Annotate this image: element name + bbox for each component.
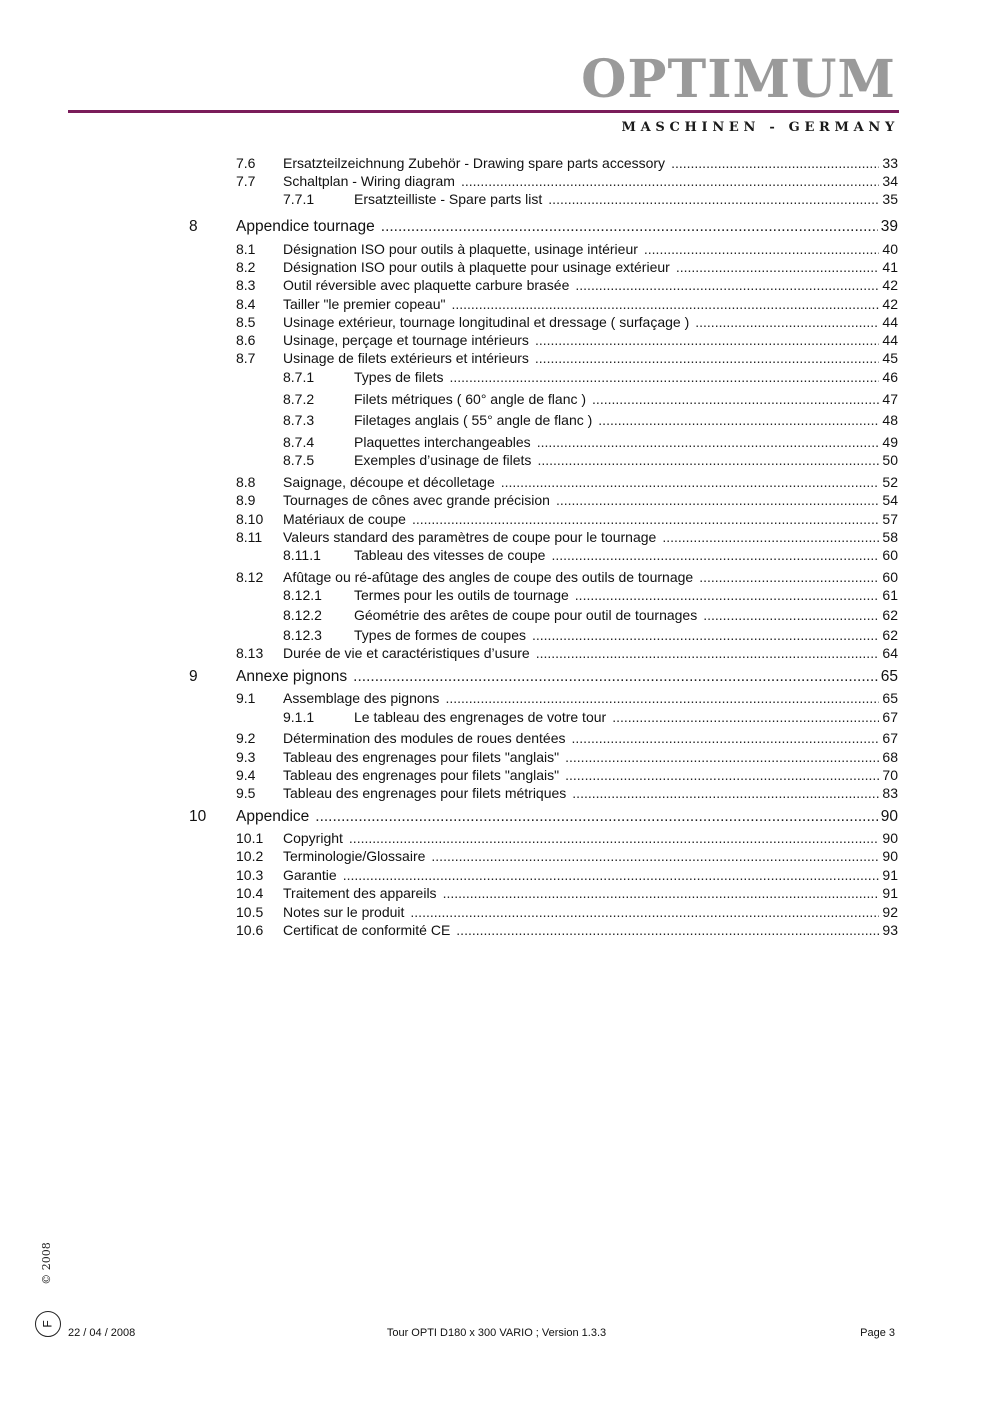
toc-entry[interactable] xyxy=(0,766,993,784)
toc-entry-number: 9.4 xyxy=(236,767,256,783)
header-rule xyxy=(68,110,899,113)
toc-entry[interactable] xyxy=(0,411,993,429)
toc-entry-page: 42 xyxy=(882,277,898,293)
toc-entry[interactable] xyxy=(0,606,993,624)
toc-entry-title: Plaquettes interchangeables xyxy=(354,434,531,450)
footer-document-title: Tour OPTI D180 x 300 VARIO ; Version 1.3.3 xyxy=(386,1327,607,1339)
toc-entry-page: 40 xyxy=(882,241,898,257)
toc-dot-leader xyxy=(676,258,880,276)
toc-entry-body xyxy=(283,349,898,367)
toc-entry-number: 9.3 xyxy=(236,749,256,765)
toc-entry-number: 8.9 xyxy=(236,492,256,508)
toc-dot-leader xyxy=(535,331,879,349)
toc-entry[interactable] xyxy=(0,626,993,644)
toc-entry-title: Certificat de conformité CE xyxy=(283,922,451,938)
toc-entry[interactable] xyxy=(0,473,993,491)
toc-entry-body xyxy=(354,390,898,408)
toc-entry-number: 8.2 xyxy=(236,259,256,275)
toc-entry-body xyxy=(283,766,898,784)
toc-dot-leader xyxy=(501,473,880,491)
toc-entry-page: 45 xyxy=(882,350,898,366)
toc-entry-body xyxy=(354,368,898,386)
toc-entry-body xyxy=(283,644,898,662)
toc-entry-body xyxy=(354,708,898,726)
toc-dot-leader xyxy=(671,154,879,172)
toc-entry-number: 8.4 xyxy=(236,296,256,312)
toc-dot-leader xyxy=(461,172,879,190)
toc-dot-leader xyxy=(315,808,877,826)
toc-entry-body xyxy=(283,847,898,865)
toc-entry-number: 8.12.1 xyxy=(283,587,322,603)
toc-entry-body xyxy=(283,154,898,172)
toc-entry-page: 35 xyxy=(882,191,898,207)
toc-entry-title: Usinage extérieur, tournage longitudinal et dressage ( surfaçage ) xyxy=(283,314,690,330)
toc-entry-number: 7.7 xyxy=(236,173,256,189)
toc-entry-number: 9.1.1 xyxy=(283,709,315,725)
toc-entry-number: 8.11 xyxy=(236,529,263,545)
toc-entry-title: Appendice tournage xyxy=(236,218,375,235)
toc-dot-leader xyxy=(536,644,880,662)
toc-entry-title: Géométrie des arêtes de coupe pour outil de tournages xyxy=(354,607,698,623)
toc-entry-page: 42 xyxy=(882,296,898,312)
toc-entry-title: Durée de vie et caractéristiques d’usure xyxy=(283,645,530,661)
toc-entry-page: 61 xyxy=(882,587,898,603)
toc-dot-leader xyxy=(662,528,879,546)
toc-dot-leader xyxy=(443,884,880,902)
toc-dot-leader xyxy=(537,451,879,469)
toc-dot-leader xyxy=(451,295,879,313)
toc-entry-number: 10 xyxy=(189,808,207,825)
toc-dot-leader xyxy=(353,668,878,686)
toc-entry-title: Le tableau des engrenages de votre tour xyxy=(354,709,607,725)
toc-entry-number: 8.8 xyxy=(236,474,256,490)
toc-entry-number: 9.1 xyxy=(236,690,256,706)
toc-entry-page: 54 xyxy=(882,492,898,508)
toc-dot-leader xyxy=(565,748,879,766)
toc-entry-title: Types de filets xyxy=(354,369,444,385)
toc-entry[interactable] xyxy=(0,451,993,469)
toc-entry-title: Appendice xyxy=(236,808,310,825)
toc-entry-number: 8.12 xyxy=(236,569,264,585)
toc-entry-body xyxy=(283,258,898,276)
toc-entry[interactable] xyxy=(0,240,993,258)
toc-dot-leader xyxy=(410,903,879,921)
toc-entry-page: 91 xyxy=(882,867,898,883)
toc-entry[interactable] xyxy=(0,154,993,172)
toc-entry-title: Désignation ISO pour outils à plaquette, usinage intérieur xyxy=(283,241,638,257)
toc-entry-number: 8.7.3 xyxy=(283,412,315,428)
toc-entry-title: Ersatzteilliste - Spare parts list xyxy=(354,191,543,207)
toc-entry-title: Tableau des engrenages pour filets "anglais" xyxy=(283,767,560,783)
toc-entry-page: 90 xyxy=(882,848,898,864)
toc-entry-body xyxy=(283,568,898,586)
toc-entry-number: 8.7.4 xyxy=(283,434,315,450)
toc-entry-page: 39 xyxy=(880,218,898,235)
toc-dot-leader xyxy=(535,349,880,367)
toc-entry-page: 52 xyxy=(882,474,898,490)
toc-entry-title: Garantie xyxy=(283,867,337,883)
toc-dot-leader xyxy=(537,433,880,451)
toc-entry[interactable] xyxy=(0,644,993,662)
toc-dot-leader xyxy=(532,626,879,644)
toc-entry-page: 92 xyxy=(882,904,898,920)
toc-dot-leader xyxy=(575,586,880,604)
toc-dot-leader xyxy=(556,491,879,509)
toc-entry-body xyxy=(354,586,898,604)
toc-entry-page: 50 xyxy=(882,452,898,468)
toc-entry-body xyxy=(283,510,898,528)
toc-entry-page: 57 xyxy=(882,511,898,527)
toc-entry-title: Annexe pignons xyxy=(236,668,348,685)
toc-entry-title: Saignage, découpe et décolletage xyxy=(283,474,495,490)
toc-entry-page: 64 xyxy=(882,645,898,661)
toc-entry-page: 65 xyxy=(880,668,898,685)
toc-entry-body xyxy=(283,729,898,747)
toc-entry-number: 8.1 xyxy=(236,241,256,257)
toc-entry-title: Assemblage des pignons xyxy=(283,690,440,706)
toc-entry-body xyxy=(283,784,898,802)
toc-entry-title: Filets métriques ( 60° angle de flanc ) xyxy=(354,391,587,407)
toc-entry-number: 8 xyxy=(189,218,198,235)
toc-entry-number: 10.4 xyxy=(236,885,264,901)
toc-entry-number: 8.6 xyxy=(236,332,256,348)
toc-entry[interactable] xyxy=(0,829,993,847)
toc-entry-number: 10.2 xyxy=(236,848,264,864)
toc-entry[interactable] xyxy=(0,546,993,564)
toc-entry-page: 93 xyxy=(882,922,898,938)
toc-entry-page: 49 xyxy=(882,434,898,450)
toc-entry-page: 70 xyxy=(882,767,898,783)
toc-entry-page: 34 xyxy=(882,173,898,189)
toc-entry[interactable] xyxy=(0,689,993,707)
toc-entry-number: 8.3 xyxy=(236,277,256,293)
toc-entry[interactable] xyxy=(0,390,993,408)
toc-entry-title: Outil réversible avec plaquette carbure brasée xyxy=(283,277,570,293)
toc-dot-leader xyxy=(699,568,879,586)
toc-entry-page: 90 xyxy=(882,830,898,846)
toc-entry-body xyxy=(354,433,898,451)
toc-entry[interactable] xyxy=(0,784,993,802)
toc-entry-number: 8.5 xyxy=(236,314,256,330)
toc-dot-leader xyxy=(575,276,879,294)
toc-entry-title: Afûtage ou ré-afûtage des angles de coupe des outils de tournage xyxy=(283,569,694,585)
toc-entry-body xyxy=(283,528,898,546)
toc-entry-page: 67 xyxy=(882,730,898,746)
toc-entry[interactable] xyxy=(0,921,993,939)
toc-dot-leader xyxy=(592,390,879,408)
toc-dot-leader xyxy=(644,240,880,258)
toc-entry-title: Usinage, perçage et tournage intérieurs xyxy=(283,332,529,348)
toc-entry-page: 65 xyxy=(882,690,898,706)
toc-dot-leader xyxy=(450,368,880,386)
toc-entry-body xyxy=(236,808,898,826)
toc-dot-leader xyxy=(598,411,879,429)
toc-entry[interactable] xyxy=(0,331,993,349)
toc-entry-title: Filetages anglais ( 55° angle de flanc ) xyxy=(354,412,593,428)
toc-entry-page: 60 xyxy=(882,547,898,563)
toc-entry-number: 10.1 xyxy=(236,830,264,846)
toc-entry[interactable] xyxy=(0,884,993,902)
toc-entry[interactable] xyxy=(0,568,993,586)
toc-entry-page: 33 xyxy=(882,155,898,171)
toc-entry[interactable] xyxy=(0,295,993,313)
toc-entry-page: 62 xyxy=(882,627,898,643)
toc-entry-title: Tableau des engrenages pour filets "anglais" xyxy=(283,749,560,765)
toc-entry-body xyxy=(354,411,898,429)
toc-entry-body xyxy=(283,240,898,258)
toc-entry-title: Terminologie/Glossaire xyxy=(283,848,426,864)
toc-entry-page: 67 xyxy=(882,709,898,725)
toc-dot-leader xyxy=(612,708,879,726)
toc-dot-leader xyxy=(695,313,879,331)
toc-entry-title: Tableau des vitesses de coupe xyxy=(354,547,546,563)
toc-entry-title: Matériaux de coupe xyxy=(283,511,406,527)
toc-entry-page: 83 xyxy=(882,785,898,801)
toc-entry-number: 8.10 xyxy=(236,511,264,527)
toc-dot-leader xyxy=(565,766,879,784)
toc-entry[interactable] xyxy=(0,668,993,686)
toc-entry-page: 47 xyxy=(882,391,898,407)
toc-entry-number: 7.6 xyxy=(236,155,256,171)
toc-dot-leader xyxy=(572,784,879,802)
toc-entry[interactable] xyxy=(0,190,993,208)
toc-dot-leader xyxy=(431,847,879,865)
toc-entry-body xyxy=(283,903,898,921)
toc-entry[interactable] xyxy=(0,903,993,921)
toc-entry-title: Tailler "le premier copeau" xyxy=(283,296,446,312)
toc-entry-page: 62 xyxy=(882,607,898,623)
toc-entry-body xyxy=(354,190,898,208)
toc-entry[interactable] xyxy=(0,528,993,546)
toc-dot-leader xyxy=(445,689,879,707)
toc-dot-leader xyxy=(343,866,880,884)
toc-entry-body xyxy=(283,331,898,349)
toc-entry-title: Schaltplan - Wiring diagram xyxy=(283,173,455,189)
toc-entry-page: 44 xyxy=(882,314,898,330)
toc-entry[interactable] xyxy=(0,258,993,276)
toc-entry-body xyxy=(283,313,898,331)
toc-entry-number: 9.2 xyxy=(236,730,256,746)
toc-entry-page: 48 xyxy=(882,412,898,428)
toc-entry[interactable] xyxy=(0,729,993,747)
toc-entry-title: Désignation ISO pour outils à plaquette pour usinage extérieur xyxy=(283,259,670,275)
toc-entry-page: 68 xyxy=(882,749,898,765)
toc-entry[interactable] xyxy=(0,866,993,884)
toc-entry-title: Ersatzteilzeichnung Zubehör - Drawing spare parts accessory xyxy=(283,155,666,171)
toc-entry-title: Usinage de filets extérieurs et intérieurs xyxy=(283,350,529,366)
toc-entry-title: Termes pour les outils de tournage xyxy=(354,587,569,603)
toc-dot-leader xyxy=(572,729,880,747)
toc-dot-leader xyxy=(703,606,879,624)
toc-entry-number: 8.13 xyxy=(236,645,264,661)
toc-entry-title: Valeurs standard des paramètres de coupe pour le tournage xyxy=(283,529,657,545)
toc-entry-body xyxy=(283,295,898,313)
toc-entry[interactable] xyxy=(0,847,993,865)
toc-entry-number: 10.6 xyxy=(236,922,264,938)
toc-entry-title: Tournages de cônes avec grande précision xyxy=(283,492,550,508)
toc-dot-leader xyxy=(456,921,879,939)
toc-dot-leader xyxy=(412,510,879,528)
toc-dot-leader xyxy=(349,829,880,847)
toc-entry-number: 8.11.1 xyxy=(283,547,321,563)
toc-entry-body xyxy=(283,172,898,190)
toc-entry-page: 46 xyxy=(882,369,898,385)
toc-entry[interactable] xyxy=(0,748,993,766)
toc-entry-title: Types de formes de coupes xyxy=(354,627,526,643)
toc-entry-page: 91 xyxy=(882,885,898,901)
toc-entry-body xyxy=(283,921,898,939)
toc-entry-body xyxy=(283,689,898,707)
toc-entry-body xyxy=(283,829,898,847)
toc-entry-body xyxy=(283,276,898,294)
toc-entry-number: 8.7.1 xyxy=(283,369,315,385)
toc-entry-title: Détermination des modules de roues dentées xyxy=(283,730,566,746)
toc-entry-body xyxy=(283,748,898,766)
toc-entry-body xyxy=(354,626,898,644)
toc-dot-leader xyxy=(551,546,879,564)
toc-entry-body xyxy=(236,668,898,686)
toc-entry-number: 8.7.5 xyxy=(283,452,315,468)
toc-entry-body xyxy=(283,473,898,491)
toc-entry-page: 44 xyxy=(882,332,898,348)
toc-entry-page: 58 xyxy=(882,529,898,545)
toc-entry-number: 7.7.1 xyxy=(283,191,315,207)
toc-entry-body xyxy=(354,546,898,564)
toc-entry-body xyxy=(283,491,898,509)
toc-entry-title: Tableau des engrenages pour filets métriques xyxy=(283,785,567,801)
toc-entry-number: 9.5 xyxy=(236,785,256,801)
toc-entry-number: 8.12.2 xyxy=(283,607,322,623)
toc-entry[interactable] xyxy=(0,708,993,726)
toc-entry-number: 8.12.3 xyxy=(283,627,322,643)
copyright-text: © 2008 xyxy=(39,1241,53,1285)
toc-entry-page: 41 xyxy=(882,259,898,275)
toc-entry-body xyxy=(354,451,898,469)
toc-entry-number: 10.3 xyxy=(236,867,264,883)
toc-entry-title: Copyright xyxy=(283,830,343,846)
toc-entry[interactable] xyxy=(0,368,993,386)
toc-entry-title: Traitement des appareils xyxy=(283,885,437,901)
toc-entry-number: 9 xyxy=(189,668,198,685)
toc-entry[interactable] xyxy=(0,276,993,294)
toc-entry-body xyxy=(283,884,898,902)
toc-entry-body xyxy=(283,866,898,884)
toc-entry[interactable] xyxy=(0,349,993,367)
toc-entry-title: Notes sur le produit xyxy=(283,904,405,920)
copyright-notice xyxy=(33,1238,59,1288)
toc-entry-body xyxy=(236,218,898,236)
toc-entry-title: Exemples d’usinage de filets xyxy=(354,452,532,468)
toc-dot-leader xyxy=(548,190,879,208)
toc-entry-number: 8.7 xyxy=(236,350,256,366)
toc-entry[interactable] xyxy=(0,808,993,826)
brand-tagline: MASCHINEN - GERMANY xyxy=(621,120,899,135)
footer-page-number: Page 3 xyxy=(860,1327,895,1339)
toc-entry[interactable] xyxy=(0,510,993,528)
toc-entry-page: 60 xyxy=(882,569,898,585)
toc-entry[interactable] xyxy=(0,433,993,451)
toc-entry[interactable] xyxy=(0,172,993,190)
toc-entry[interactable] xyxy=(0,218,993,236)
footer-date: 22 / 04 / 2008 xyxy=(68,1327,136,1339)
toc-entry-number: 8.7.2 xyxy=(283,391,315,407)
toc-entry-number: 10.5 xyxy=(236,904,264,920)
brand-logo: OPTIMUM xyxy=(581,49,896,110)
toc-entry[interactable] xyxy=(0,491,993,509)
language-badge-label: F xyxy=(41,1320,55,1328)
toc-entry-page: 90 xyxy=(880,808,898,825)
toc-entry[interactable] xyxy=(0,586,993,604)
toc-entry-body xyxy=(354,606,898,624)
toc-entry[interactable] xyxy=(0,313,993,331)
toc-dot-leader xyxy=(381,218,878,236)
